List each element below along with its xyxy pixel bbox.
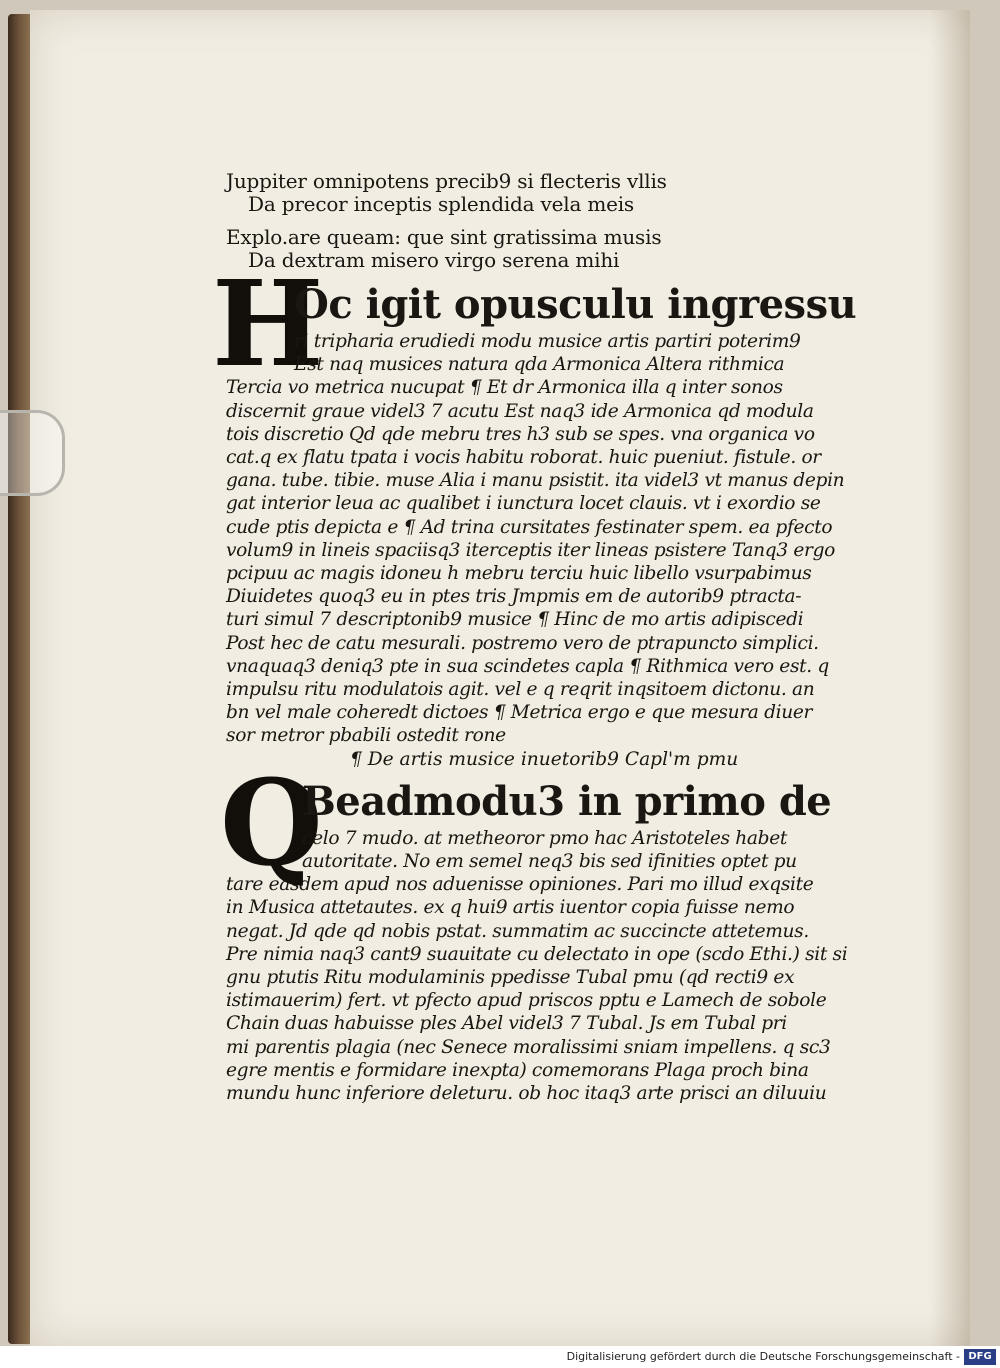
prose-line: volum9 in lineis spaciisq3 iterceptis iter lineas psistere Tanq3 ergo xyxy=(226,539,835,561)
prose-line: cat.q ex flatu tpata i vocis habitu roborat. huic pueniut. fistule. or xyxy=(226,447,821,469)
prose-line: bn vel male coheredt dictoes ¶ Metrica ergo e que mesura diuer xyxy=(226,702,813,724)
prose-line: tois discretio Qd qde mebru tres h3 sub se spes. vna organica vo xyxy=(226,423,815,445)
prose-line: negat. Jd qde qd nobis pstat. summatim ac succincte attetemus. xyxy=(226,920,809,942)
prose-line: pcipuu ac magis idoneu h mebru terciu huic libello vsurpabimus xyxy=(226,563,812,585)
prose-line: Est naq musices natura qda Armonica Altera rithmica xyxy=(294,354,785,376)
prose-line: Diuidetes quoq3 eu in ptes tris Jmpmis em de autorib9 ptracta- xyxy=(226,586,802,608)
decorated-initial-q: Q xyxy=(220,752,323,892)
prose-line: celo 7 mudo. at metheoror pmo hac Aristoteles habet xyxy=(302,827,787,849)
print-text-block xyxy=(212,169,857,1105)
prose-line: vnaquaq3 deniq3 pte in sua scindetes capla ¶ Rithmica vero est. q xyxy=(226,655,829,677)
decorated-initial-h: H xyxy=(212,254,324,393)
verse-line: Explo.are queam: que sint gratissima musis xyxy=(226,225,662,249)
verse-line: Da dextram misero virgo serena mihi xyxy=(248,248,620,272)
prose-line: gat interior leua ac qualibet i iunctura locet clauis. vt i exordio se xyxy=(226,493,821,515)
prose-line: in Musica attetautes. ex q hui9 artis iuentor copia fuisse nemo xyxy=(226,897,795,919)
prose-line: autoritate. No em semel neq3 bis sed ifinities optet pu xyxy=(302,851,797,873)
dfg-logo: DFG xyxy=(964,1349,996,1365)
prose-line: Chain duas habuisse ples Abel videl3 7 Tubal. Js em Tubal pri xyxy=(226,1013,787,1035)
page-clip xyxy=(0,410,65,496)
chapter-heading: ¶ De artis musice inuetorib9 Capl'm pmu xyxy=(350,748,739,770)
footer-credit-text: Digitalisierung gefördert durch die Deutsche Forschungsgemeinschaft - xyxy=(566,1350,960,1363)
prose-line: turi simul 7 descriptonib9 musice ¶ Hinc de mo artis adipiscedi xyxy=(226,609,804,631)
verse-line: Da precor inceptis splendida vela meis xyxy=(248,192,634,216)
prose-line: impulsu ritu modulatois agit. vel e q reqrit inqsitoem dictonu. an xyxy=(226,679,815,701)
prose-line: gnu ptutis Ritu modulaminis ppedisse Tubal pmu (qd recti9 ex xyxy=(226,967,795,989)
digitization-footer xyxy=(0,1346,1000,1368)
prose-line: discernit graue videl3 7 acutu Est naq3 ide Armonica qd modula xyxy=(226,400,814,422)
prose-line: gana. tube. tibie. muse Alia i manu psistit. ita videl3 vt manus depin xyxy=(226,470,845,492)
prose-line: Tercia vo metrica nucupat ¶ Et dr Armonica illa q inter sonos xyxy=(226,377,783,399)
page-gutter-shadow xyxy=(930,10,970,1346)
prose-line: mundu hunc inferiore deleturu. ob hoc itaq3 arte prisci an diluuiu xyxy=(226,1083,827,1105)
prose-line: Post hec de catu mesurali. postremo vero de ptrapuncto simplici. xyxy=(226,632,819,654)
prose-line: istimauerim) fert. vt pfecto apud priscos pptu e Lamech de sobole xyxy=(226,990,827,1012)
prose-line: tare easdem apud nos aduenisse opiniones. Pari mo illud exqsite xyxy=(226,874,814,896)
paragraph-1-headline: Oc igit opusculu ingressu xyxy=(294,281,857,328)
prose-line: cude ptis depicta e ¶ Ad trina cursitates festinater spem. ea pfecto xyxy=(226,516,833,538)
prose-line: mi parentis plagia (nec Senece moralissimi sniam impellens. q sc3 xyxy=(226,1036,831,1058)
prose-line: egre mentis e formidare inexpta) comemorans Plaga proch bina xyxy=(226,1059,809,1081)
prose-line: Pre nimia naq3 cant9 suauitate cu delectato in ope (scdo Ethi.) sit si xyxy=(226,943,848,965)
book-binding-edge xyxy=(8,14,30,1344)
paragraph-2-headline: Beadmodu3 in primo de xyxy=(302,777,832,825)
verse-line: Juppiter omnipotens precib9 si flecteris vllis xyxy=(226,169,667,193)
prose-line: ri tripharia erudiedi modu musice artis partiri poterim9 xyxy=(294,331,801,352)
prose-line: sor metror pbabili ostedit rone xyxy=(226,725,506,747)
